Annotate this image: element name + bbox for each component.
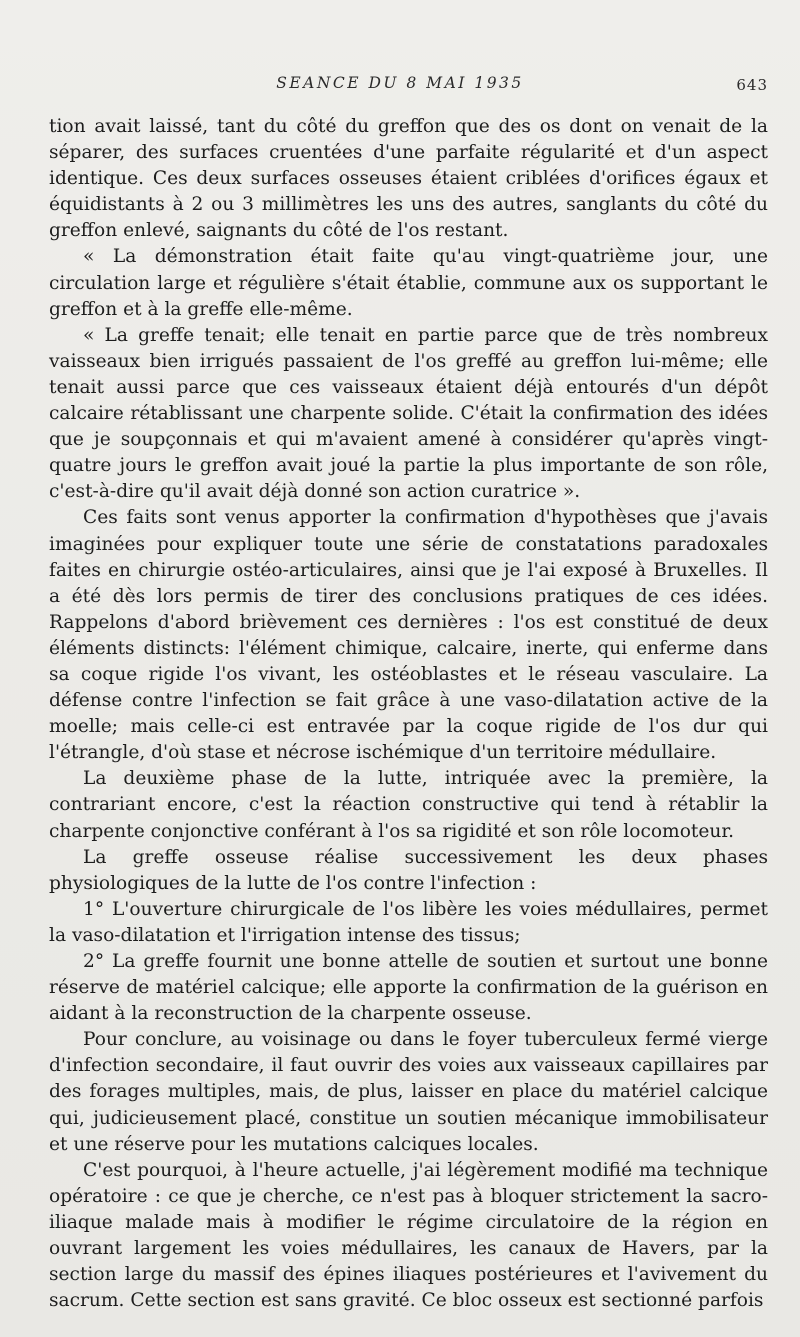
- paragraph: Ces faits sont venus apporter la confirmation d'hypothèses que j'avais imaginées pour expliquer toute une série de constatations paradoxales faites en chirurgie ostéo-articulaires, ainsi que je l'ai exposé à Bruxelles. Il a été dès lors permis de tirer des conclusions pratiques de ces idées. Rappelons d'abord brièvement ces dernières : l'os est constitué de deux éléments distincts: l'élément chimique, calcaire, inerte, qui enferme dans sa coque rigide l'os vivant, les ostéoblastes et le réseau vasculaire. La défense contre l'infection se fait grâce à une vaso-dilatation active de la moelle; mais celle-ci est entravée par la coque rigide de l'os dur qui l'étrangle, d'où stase et nécrose ischémique d'un territoire médullaire.: [49, 507, 768, 764]
- paragraph: C'est pourquoi, à l'heure actuelle, j'ai légèrement modifié ma technique opératoire : ce que je cherche, ce n'est pas à bloquer strictement la sacro-iliaque malade mais à modifier le régime circulatoire de la région en ouvrant largement les voies médullaires, les canaux de Havers, par la section large du massif des épines iliaques postérieures et l'avivement du sacrum. Cette section est sans gravité. Ce bloc osseux est sectionné parfois: [49, 1159, 768, 1312]
- paragraph: Pour conclure, au voisinage ou dans le foyer tuberculeux fermé vierge d'infection secondaire, il faut ouvrir des voies aux vaisseaux capillaires par des forages multiples, mais, de plus, laisser en place du matériel calcique qui, judicieusement placé, constitue un soutien mécanique immobilisateur et une réserve pour les mutations calciques locales.: [49, 1029, 768, 1155]
- paragraph: « La démonstration était faite qu'au vingt-quatrième jour, une circulation large et régulière s'était établie, commune aux os supportant le greffon et à la greffe elle-même.: [49, 246, 768, 320]
- page-number: 643: [736, 76, 768, 94]
- paragraph: tion avait laissé, tant du côté du greffon que des os dont on venait de la séparer, des surfaces cruentées d'une parfaite régularité et d'un aspect identique. Ces deux surfaces osseuses étaient criblées d'orifices égaux et équidistants à 2 ou 3 millimètres les uns des autres, sanglants du côté du greffon enlevé, saignants du côté de l'os restant.: [49, 116, 768, 242]
- paragraph: 1° L'ouverture chirurgicale de l'os libère les voies médullaires, permet la vaso-dilatation et l'irrigation intense des tissus;: [49, 898, 768, 946]
- paragraph: La deuxième phase de la lutte, intriquée avec la première, la contrariant encore, c'est la réaction constructive qui tend à rétablir la charpente conjonctive conférant à l'os sa rigidité et son rôle locomoteur.: [49, 768, 768, 842]
- paragraph: 2° La greffe fournit une bonne attelle de soutien et surtout une bonne réserve de matériel calcique; elle apporte la confirmation de la guérison en aidant à la reconstruction de la charpente osseuse.: [49, 951, 768, 1025]
- paragraph: « La greffe tenait; elle tenait en partie parce que de très nombreux vaisseaux bien irrigués passaient de l'os greffé au greffon lui-même; elle tenait aussi parce que ces vaisseaux étaient déjà entourés d'un dépôt calcaire rétablissant une charpente solide. C'était la confirmation des idées que je soupçonnais et qui m'avaient amené à considérer qu'après vingt-quatre jours le greffon avait joué la partie la plus importante de son rôle, c'est-à-dire qu'il avait déjà donné son action curatrice ».: [49, 324, 768, 503]
- page-header: [0, 74, 800, 98]
- running-head: SEANCE DU 8 MAI 1935: [276, 74, 524, 92]
- paragraph: La greffe osseuse réalise successivement les deux phases physiologiques de la lutte de l'os contre l'infection :: [49, 846, 768, 894]
- body-text: [49, 114, 768, 1314]
